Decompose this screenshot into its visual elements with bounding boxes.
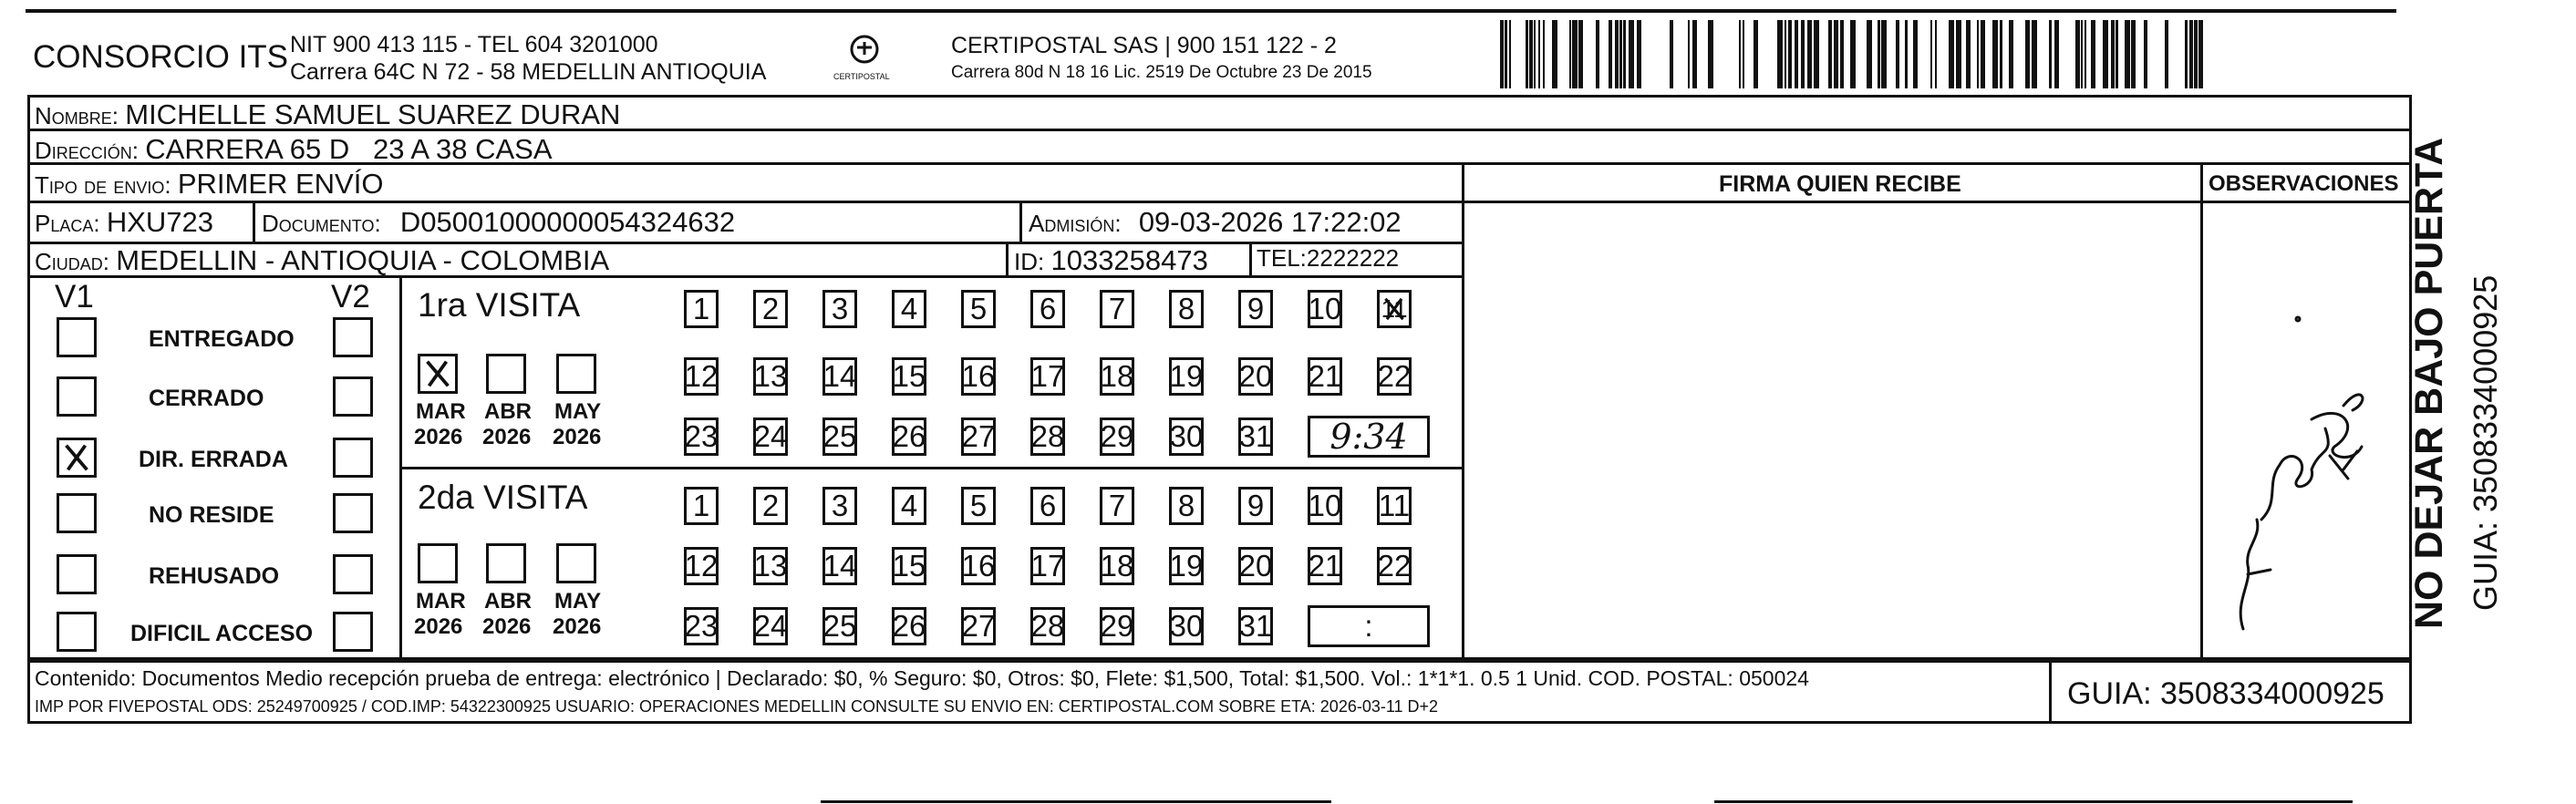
v1-checkbox[interactable] bbox=[57, 317, 97, 357]
month-checkbox[interactable] bbox=[556, 354, 596, 394]
day-box[interactable]: 13 bbox=[753, 547, 788, 585]
v1-checkbox[interactable] bbox=[57, 554, 97, 594]
day-box[interactable]: 8 bbox=[1169, 290, 1204, 328]
day-box[interactable]: 27 bbox=[961, 607, 996, 645]
day-box[interactable]: 5 bbox=[961, 290, 996, 328]
v1-checkbox[interactable] bbox=[57, 493, 97, 533]
day-box[interactable]: 29 bbox=[1100, 417, 1134, 456]
day-box[interactable]: 21 bbox=[1308, 547, 1342, 585]
documento-label: Documento: bbox=[262, 210, 381, 237]
day-box[interactable]: 5 bbox=[961, 487, 996, 525]
nit-line: NIT 900 413 115 - TEL 604 3201000 bbox=[290, 32, 658, 57]
tipo-label: Tipo de envio: bbox=[35, 171, 171, 199]
status-label: CERRADO bbox=[149, 386, 264, 411]
v1-checkbox[interactable] bbox=[57, 376, 97, 417]
day-box[interactable]: 22 bbox=[1377, 357, 1412, 396]
status-label: DIR. ERRADA bbox=[139, 447, 288, 472]
handwritten-signature-icon bbox=[2225, 310, 2389, 647]
day-box[interactable]: 23 bbox=[684, 607, 719, 645]
day-box[interactable]: 14 bbox=[822, 547, 857, 585]
day-box[interactable]: 28 bbox=[1030, 607, 1065, 645]
observaciones-header: OBSERVACIONES bbox=[2209, 171, 2399, 196]
v2-checkbox[interactable] bbox=[333, 438, 373, 478]
nombre-value: MICHELLE SAMUEL SUAREZ DURAN bbox=[125, 98, 621, 130]
v2-checkbox[interactable] bbox=[333, 554, 373, 594]
documento-value: D05001000000054324632 bbox=[399, 206, 736, 238]
day-box[interactable]: 28 bbox=[1030, 417, 1065, 456]
day-box[interactable]: 15 bbox=[892, 357, 926, 396]
carrier-line: CERTIPOSTAL SAS | 900 151 122 - 2 bbox=[951, 33, 1337, 58]
day-box[interactable]: 18 bbox=[1100, 547, 1134, 585]
v2-checkbox[interactable] bbox=[333, 612, 373, 652]
day-box[interactable]: 25 bbox=[822, 417, 857, 456]
tipo-value: PRIMER ENVÍO bbox=[177, 168, 384, 200]
v2-header: V2 bbox=[331, 279, 370, 314]
placa-label: Placa: bbox=[35, 210, 100, 237]
day-box[interactable]: 26 bbox=[892, 417, 926, 456]
year-label: 2026 bbox=[553, 614, 602, 639]
footer-contenido: Contenido: Documentos Medio recepción prueba de entrega: electrónico | Declarado: $0, % Seguro: $0, Otros: $0, Flete: $1,500, Total: $1,500. Vol.: 1*1*1. 0.5 1 Unid. COD. POSTAL: 050024 bbox=[35, 666, 1809, 690]
ciudad-label: Ciudad: bbox=[35, 248, 110, 275]
day-box[interactable]: 19 bbox=[1169, 547, 1204, 585]
month-label: MAR bbox=[416, 399, 466, 424]
side-guia-text: GUIA: 3508334000925 bbox=[2467, 274, 2504, 611]
day-box[interactable]: 19 bbox=[1169, 357, 1204, 396]
form-frame bbox=[27, 95, 2412, 660]
day-box[interactable]: 30 bbox=[1169, 417, 1204, 456]
day-box[interactable]: 12 bbox=[684, 547, 719, 585]
day-box[interactable]: 10 bbox=[1308, 290, 1342, 328]
month-checkbox[interactable] bbox=[418, 354, 458, 394]
year-label: 2026 bbox=[482, 425, 532, 449]
tel-label: TEL: bbox=[1257, 244, 1307, 272]
visit2-title: 2da VISITA bbox=[418, 479, 588, 516]
day-box[interactable]: 1 bbox=[684, 487, 719, 525]
day-box[interactable]: 31 bbox=[1238, 417, 1273, 456]
day-box[interactable]: 7 bbox=[1100, 290, 1134, 328]
month-label: MAY bbox=[554, 399, 602, 424]
day-box[interactable]: 6 bbox=[1030, 487, 1065, 525]
month-checkbox[interactable] bbox=[556, 543, 596, 583]
logo-text: CERTIPOSTAL bbox=[833, 72, 890, 81]
day-box[interactable]: 21 bbox=[1308, 357, 1342, 396]
day-box[interactable]: 31 bbox=[1238, 607, 1273, 645]
year-label: 2026 bbox=[414, 614, 463, 639]
id-value: 1033258473 bbox=[1050, 244, 1208, 276]
v1-header: V1 bbox=[55, 279, 94, 314]
day-box[interactable]: 18 bbox=[1100, 357, 1134, 396]
day-box[interactable]: 6 bbox=[1030, 290, 1065, 328]
day-box[interactable]: 4 bbox=[892, 290, 926, 328]
placa-value: HXU723 bbox=[106, 206, 214, 238]
direccion-value: CARRERA 65 D 23 A 38 CASA bbox=[145, 133, 553, 165]
day-box[interactable]: 15 bbox=[892, 547, 926, 585]
day-box[interactable]: 1 bbox=[684, 290, 719, 328]
day-box[interactable]: 24 bbox=[753, 417, 788, 456]
firma-header: FIRMA QUIEN RECIBE bbox=[1719, 171, 1961, 197]
month-checkbox[interactable] bbox=[486, 354, 526, 394]
month-checkbox[interactable] bbox=[418, 543, 458, 583]
day-box[interactable]: 24 bbox=[753, 607, 788, 645]
day-box[interactable]: 27 bbox=[961, 417, 996, 456]
year-label: 2026 bbox=[482, 614, 532, 639]
month-checkbox[interactable] bbox=[486, 543, 526, 583]
year-label: 2026 bbox=[414, 425, 463, 449]
day-box[interactable]: 22 bbox=[1377, 547, 1412, 585]
day-box[interactable]: 23 bbox=[684, 417, 719, 456]
ciudad-value: MEDELLIN - ANTIOQUIA - COLOMBIA bbox=[116, 244, 610, 276]
day-box[interactable]: 3 bbox=[822, 290, 857, 328]
day-box-checked[interactable]: 11 bbox=[1377, 290, 1412, 328]
company-address: Carrera 64C N 72 - 58 MEDELLIN ANTIOQUIA bbox=[290, 59, 767, 85]
day-box[interactable]: 10 bbox=[1308, 487, 1342, 525]
day-box[interactable]: 2 bbox=[753, 290, 788, 328]
day-box[interactable]: 4 bbox=[892, 487, 926, 525]
day-box[interactable]: 20 bbox=[1238, 547, 1273, 585]
status-label: NO RESIDE bbox=[149, 502, 274, 528]
day-box[interactable]: 29 bbox=[1100, 607, 1134, 645]
v1-checkbox[interactable] bbox=[57, 612, 97, 652]
day-box[interactable]: 17 bbox=[1030, 357, 1065, 396]
carrier-address: Carrera 80d N 18 16 Lic. 2519 De Octubre 23 De 2015 bbox=[951, 63, 1372, 82]
day-box[interactable]: 9 bbox=[1238, 487, 1273, 525]
top-border bbox=[26, 9, 2396, 13]
day-box[interactable]: 8 bbox=[1169, 487, 1204, 525]
day-box[interactable]: 20 bbox=[1238, 357, 1273, 396]
day-box[interactable]: 26 bbox=[892, 607, 926, 645]
v1-checkbox[interactable] bbox=[57, 438, 97, 478]
tel-value: 2222222 bbox=[1306, 244, 1400, 272]
month-label: ABR bbox=[484, 399, 532, 424]
day-box[interactable]: 17 bbox=[1030, 547, 1065, 585]
day-box[interactable]: 16 bbox=[961, 547, 996, 585]
hour-box[interactable]: 9:34 bbox=[1308, 416, 1430, 458]
barcode-icon bbox=[1500, 20, 2225, 88]
month-label: MAR bbox=[416, 589, 466, 613]
status-label: DIFICIL ACCESO bbox=[130, 621, 314, 646]
day-box[interactable]: 13 bbox=[753, 357, 788, 396]
v2-checkbox[interactable] bbox=[333, 493, 373, 533]
admision-label: Admisión: bbox=[1029, 210, 1122, 237]
day-box[interactable]: 2 bbox=[753, 487, 788, 525]
day-box[interactable]: 25 bbox=[822, 607, 857, 645]
day-box[interactable]: 11 bbox=[1377, 487, 1412, 525]
v2-checkbox[interactable] bbox=[333, 376, 373, 417]
company-name: CONSORCIO ITS bbox=[33, 39, 289, 75]
id-label: ID: bbox=[1014, 248, 1045, 275]
footer-imp: IMP POR FIVEPOSTAL ODS: 25249700925 / COD.IMP: 54322300925 USUARIO: OPERACIONES MEDELLIN CONSULTE SU ENVIO EN: CERTIPOSTAL.COM SOBRE ETA: 2026-03-11 D+2 bbox=[35, 697, 1439, 716]
status-label: ENTREGADO bbox=[149, 326, 295, 352]
hour-box[interactable]: : bbox=[1308, 605, 1430, 647]
visit1-title: 1ra VISITA bbox=[418, 286, 581, 324]
day-box[interactable]: 30 bbox=[1169, 607, 1204, 645]
day-box[interactable]: 7 bbox=[1100, 487, 1134, 525]
admision-value: 09-03-2026 17:22:02 bbox=[1138, 206, 1402, 238]
no-dejar-text: NO DEJAR BAJO PUERTA bbox=[2407, 137, 2451, 629]
day-box[interactable]: 12 bbox=[684, 357, 719, 396]
day-box[interactable]: 14 bbox=[822, 357, 857, 396]
month-label: ABR bbox=[484, 589, 532, 613]
day-box[interactable]: 16 bbox=[961, 357, 996, 396]
day-box[interactable]: 9 bbox=[1238, 290, 1273, 328]
month-label: MAY bbox=[554, 589, 602, 613]
nombre-label: Nombre: bbox=[35, 102, 119, 129]
status-label: REHUSADO bbox=[149, 563, 280, 589]
day-box[interactable]: 3 bbox=[822, 487, 857, 525]
guia-box: GUIA: 3508334000925 bbox=[2067, 676, 2385, 711]
year-label: 2026 bbox=[553, 425, 602, 449]
v2-checkbox[interactable] bbox=[333, 317, 373, 357]
direccion-label: Dirección: bbox=[35, 137, 140, 164]
